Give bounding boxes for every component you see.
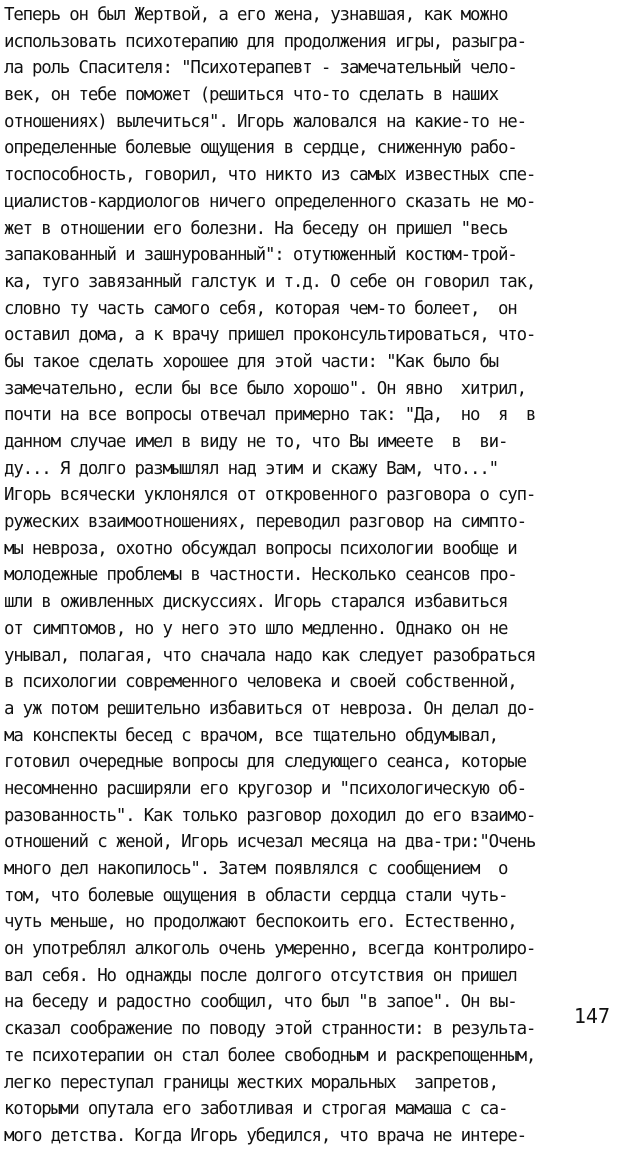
text-line: шли в оживленных дискуссиях. Игорь старался избавиться bbox=[4, 592, 508, 613]
text-line: от симптомов, но у него это шло медленно. Однако он не bbox=[4, 618, 508, 639]
text-line: словно ту часть самого себя, которая чем-то болеет, он bbox=[4, 298, 517, 319]
text-line: которыми опутала его заботливая и строгая мамаша с са- bbox=[4, 1099, 508, 1120]
text-line: данном случае имел в виду не то, что Вы имеете в ви- bbox=[4, 432, 508, 452]
text-line: много дел накопилось". Затем появлялся с сообщением о bbox=[4, 859, 508, 879]
text-line: почти на все вопросы отвечал примерно так: "Да, но я в bbox=[4, 405, 536, 426]
text-line: отношений с женой, Игорь исчезал месяца на два-три:"Очень bbox=[4, 832, 536, 853]
text-line: ка, туго завязанный галстук и т.д. О себе он говорил так, bbox=[4, 271, 536, 292]
text-line: использовать психотерапию для продолжения игры, разыгра- bbox=[4, 31, 526, 52]
text-line: разованность". Как только разговор доходил до его взаимо- bbox=[4, 805, 536, 826]
text-line: тоспособность, говорил, что никто из самых известных спе- bbox=[4, 165, 536, 186]
text-line: циалистов-кардиологов ничего определенного сказать не мо- bbox=[4, 191, 536, 212]
text-line: мого детства. Когда Игорь убедился, что врача не интере- bbox=[4, 1125, 526, 1146]
text-line: Игорь всячески уклонялся от откровенного разговора о суп- bbox=[4, 485, 536, 506]
text-line: Теперь он был Жертвой, а его жена, узнавшая, как можно bbox=[4, 5, 508, 25]
text-line: замечательно, если бы все было хорошо". Он явно хитрил, bbox=[4, 378, 526, 399]
text-line: готовил очередные вопросы для следующего сеанса, которые bbox=[4, 752, 526, 773]
text-line: вал себя. Но однажды после долгого отсутствия он пришел bbox=[4, 965, 517, 986]
text-line: в психологии современного человека и своей собственной, bbox=[4, 672, 517, 693]
body-text bbox=[4, 2, 614, 1150]
text-line: те психотерапии он стал более свободным и раскрепощенным, bbox=[4, 1045, 536, 1066]
text-line: молодежные проблемы в частности. Несколько сеансов про- bbox=[4, 565, 517, 586]
text-line: ма конспекты бесед с врачом, все тщательно обдумывал, bbox=[4, 725, 498, 746]
text-line: отношениях) вылечиться". Игорь жаловался на какие-то не- bbox=[4, 111, 526, 132]
text-line: он употреблял алкоголь очень умеренно, всегда контролиро- bbox=[4, 939, 536, 960]
text-line: ла роль Спасителя: "Психотерапевт - замечательный чело- bbox=[4, 58, 517, 79]
text-line: оставил дома, а к врачу пришел проконсультироваться, что- bbox=[4, 325, 536, 346]
page-number: 147 bbox=[573, 1004, 610, 1028]
text-line: мы невроза, охотно обсуждал вопросы психологии вообще и bbox=[4, 538, 517, 559]
text-line: ружеских взаимоотношениях, переводил разговор на симпто- bbox=[4, 512, 526, 533]
text-line: бы такое сделать хорошее для этой части: "Как было бы bbox=[4, 351, 498, 372]
text-line: определенные болевые ощущения в сердце, сниженную рабо- bbox=[4, 138, 517, 159]
text-line: а уж потом решительно избавиться от невроза. Он делал до- bbox=[4, 698, 536, 719]
text-line: том, что болевые ощущения в области сердца стали чуть- bbox=[4, 885, 508, 906]
text-line: чуть меньше, но продолжают беспокоить его. Естественно, bbox=[4, 912, 517, 933]
text-line: унывал, полагая, что сначала надо как следует разобраться bbox=[4, 645, 536, 666]
text-line: ду... Я долго размышлял над этим и скажу Вам, что..." bbox=[4, 458, 498, 479]
text-line: сказал соображение по поводу этой странности: в результа- bbox=[4, 1019, 536, 1040]
text-line: век, он тебе поможет (решиться что-то сделать в наших bbox=[4, 85, 498, 106]
text-line: жет в отношении его болезни. На беседу он пришел "весь bbox=[4, 218, 508, 239]
text-line: на беседу и радостно сообщил, что был "в запое". Он вы- bbox=[4, 992, 517, 1013]
text-line: несомненно расширяли его кругозор и "психологическую об- bbox=[4, 778, 526, 799]
text-line: легко переступал границы жестких моральных запретов, bbox=[4, 1072, 498, 1093]
text-line: запакованный и зашнурованный": отутюженный костюм-трой- bbox=[4, 245, 517, 266]
